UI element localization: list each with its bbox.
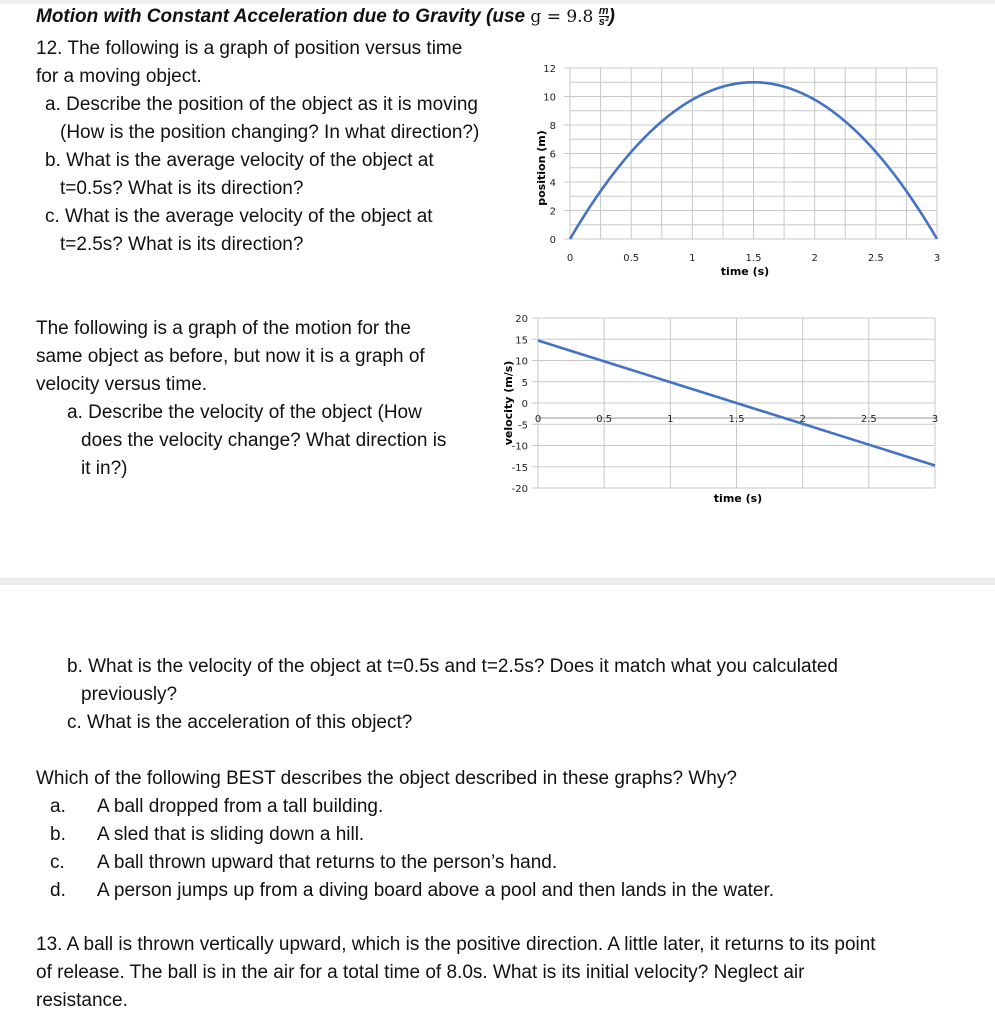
velocity-tick-labels: [512, 314, 939, 495]
q12-intro-line1: 12. The following is a graph of position versus time: [36, 38, 463, 59]
velocity-intro-line1: The following is a graph of the motion for the: [36, 318, 411, 339]
gravity-formula: g = 9.8: [530, 7, 599, 27]
x-tick-label: 3: [933, 253, 941, 264]
y-tick-label: 4: [549, 178, 556, 189]
q13-line3: resistance.: [36, 990, 128, 1011]
y-tick-label: 10: [543, 92, 556, 104]
velocity-x-axis-label: time (s): [713, 492, 763, 505]
velocity-a-line1: a. Describe the velocity of the object (How: [67, 402, 422, 423]
y-tick-label: -5: [518, 420, 528, 432]
velocity-a-line3: it in?): [81, 458, 128, 479]
x-tick-label: 2.5: [867, 253, 884, 264]
x-tick-label: 0.5: [623, 253, 640, 264]
y-tick-label: 0: [549, 235, 556, 246]
x-tick-label: 1.5: [728, 414, 745, 425]
y-tick-label: 0: [521, 399, 528, 410]
q12a-line1: a. Describe the position of the object as it is moving: [45, 94, 479, 115]
q12b-line1: b. What is the average velocity of the object at: [45, 150, 434, 171]
q12a-line2: (How is the position changing? In what direction?): [60, 122, 480, 143]
position-y-axis-label: position (m): [535, 130, 548, 206]
option-letter: d.: [50, 880, 66, 901]
x-tick-label: 3: [931, 414, 939, 425]
velocity-y-axis-label: velocity (m/s): [502, 360, 515, 446]
q13-line2: of release. The ball is in the air for a total time of 8.0s. What is its initial velocity? Neglect air: [36, 962, 805, 983]
x-tick-label: 2.5: [860, 414, 877, 425]
option-letter: b.: [50, 824, 66, 845]
option-text: A ball thrown upward that returns to the person’s hand.: [97, 852, 558, 873]
option-text: A ball dropped from a tall building.: [97, 796, 384, 817]
option-text: A person jumps up from a diving board above a pool and then lands in the water.: [97, 880, 775, 901]
x-tick-label: 1.5: [745, 253, 762, 264]
x-tick-label: 0: [566, 253, 574, 264]
y-tick-label: 12: [543, 64, 556, 75]
y-tick-label: 8: [549, 121, 556, 132]
option-text: A sled that is sliding down a hill.: [97, 824, 365, 845]
velocity-b-line1: b. What is the velocity of the object at t=0.5s and t=2.5s? Does it match what you calculated: [67, 656, 838, 677]
y-tick-label: 15: [515, 335, 528, 347]
top-border: [0, 0, 995, 4]
x-tick-label: 2: [811, 253, 818, 264]
q13-line1: 13. A ball is thrown vertically upward, which is the positive direction. A little later, it returns to its point: [36, 934, 876, 955]
y-tick-label: -15: [511, 462, 528, 474]
q12-intro-line2: for a moving object.: [36, 66, 202, 87]
x-tick-label: 1: [667, 414, 674, 425]
velocity-intro-line3: velocity versus time.: [36, 374, 208, 395]
y-tick-label: 6: [549, 149, 556, 161]
unit-numerator: m: [598, 5, 609, 18]
gravity-unit: [599, 6, 609, 27]
position-x-axis-label: time (s): [720, 265, 770, 278]
position-grid: [564, 68, 937, 239]
y-tick-label: -20: [511, 484, 528, 495]
y-tick-label: -10: [511, 441, 528, 453]
title-text: Motion with Constant Acceleration due to Gravity (use: [36, 6, 531, 27]
velocity-intro-line2: same object as before, but now it is a graph of: [36, 346, 425, 367]
q12c-line2: t=2.5s? What is its direction?: [60, 234, 304, 255]
q12b-line2: t=0.5s? What is its direction?: [60, 178, 304, 199]
y-tick-label: 5: [521, 377, 528, 389]
option-letter: c.: [50, 852, 65, 873]
y-tick-label: 10: [515, 356, 528, 368]
page-break: [0, 578, 995, 585]
title-close: ): [608, 6, 615, 27]
q12c-line1: c. What is the average velocity of the object at: [45, 206, 433, 227]
x-tick-label: 0.5: [596, 414, 613, 425]
velocity-time-chart: [490, 305, 960, 515]
y-tick-label: 20: [515, 314, 528, 325]
velocity-a-line2: does the velocity change? What direction is: [81, 430, 447, 451]
position-tick-labels: [543, 64, 940, 264]
position-time-chart: [500, 50, 960, 290]
x-tick-label: 0: [534, 414, 542, 425]
option-letter: a.: [50, 796, 66, 817]
x-tick-label: 1: [689, 253, 696, 264]
velocity-b-line2: previously?: [81, 684, 178, 705]
velocity-c-line1: c. What is the acceleration of this object?: [67, 712, 413, 733]
page-title: [36, 6, 615, 28]
best-describes-question: Which of the following BEST describes the object described in these graphs? Why?: [36, 768, 737, 789]
y-tick-label: 2: [549, 206, 556, 218]
x-tick-label: 2: [799, 414, 806, 425]
unit-denominator: s²: [598, 16, 609, 29]
